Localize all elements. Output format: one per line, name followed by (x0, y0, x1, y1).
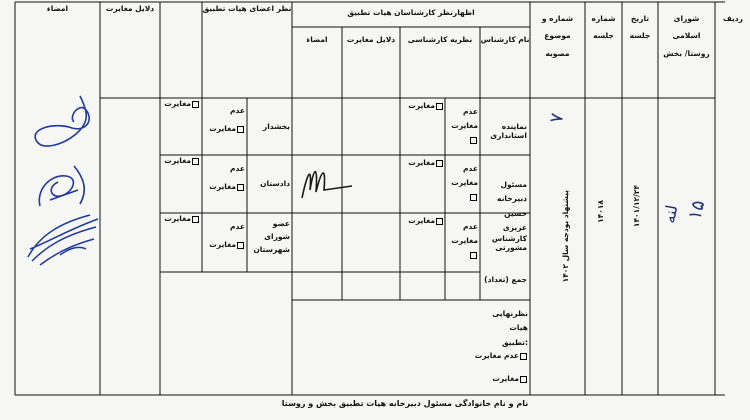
header-expert-opinion: نظریه کارشناسی (407, 35, 473, 44)
member-signature-3-icon (20, 205, 105, 270)
expert-1-option-ok[interactable]: عدم مغایرت (448, 105, 478, 148)
checkbox-icon[interactable] (436, 160, 443, 167)
header-expert-reasons: دلایل مغایرت (346, 35, 396, 44)
final-opinion-title: نظرنهایی هیات تطبیق: (492, 309, 528, 347)
header-experts-group: اظهارنظر کارشناسان هیات تطبیق (347, 8, 475, 17)
member-name-3: عضو شورای شهرستان (253, 219, 290, 254)
checkbox-icon[interactable] (192, 216, 199, 223)
resolution-subject: پیشنهاد بودجه سال ۱۴۰۲ (561, 190, 570, 283)
checkbox-icon[interactable] (470, 137, 477, 144)
member-signature-1-icon (28, 92, 103, 162)
checkbox-icon[interactable] (436, 218, 443, 225)
member-name-1: بخشدار (262, 122, 290, 131)
meeting-date: ۱۴۰۱/۱۲/۲۴ (632, 185, 641, 228)
member-3-option-ok[interactable]: عدم مغایرت (209, 222, 245, 249)
member-2-option-ok[interactable]: عدم مغایرت (209, 164, 245, 191)
header-council: شورای اسلامی روستا/ بخش (663, 14, 710, 58)
expert-3-option-ok[interactable]: عدم مغایرت (448, 220, 478, 263)
expert-1-option-conflict[interactable]: مغایرت (402, 102, 444, 111)
checkbox-icon[interactable] (192, 158, 199, 165)
checkbox-icon[interactable] (436, 103, 443, 110)
member-3-option-conflict[interactable]: مغایرت (163, 215, 200, 224)
checkbox-icon[interactable] (237, 242, 244, 249)
checkbox-icon[interactable] (470, 252, 477, 259)
checkbox-icon[interactable] (520, 376, 527, 383)
expert-2-option-ok[interactable]: عدم مغایرت (448, 162, 478, 205)
meeting-number: ۱۴۰۱۸ (596, 200, 605, 223)
expert-3-option-conflict[interactable]: مغایرت (402, 217, 444, 226)
member-1-option-conflict[interactable]: مغایرت (163, 100, 200, 109)
member-name-2: دادستان (260, 179, 290, 188)
footer-secretariat-label: نام و نام خانوادگی مسئول دبیرخانه هیات تطبیق بخش و روستا (281, 399, 529, 408)
checkbox-icon[interactable] (520, 353, 527, 360)
checkbox-icon[interactable] (237, 184, 244, 191)
header-resolution: شماره و موضوع مصوبه (541, 14, 574, 58)
header-meeting-date: تاریخ جلسه (629, 14, 651, 41)
resolution-number: ۷ (545, 111, 569, 125)
checkbox-icon[interactable] (237, 126, 244, 133)
header-members-group: نظر اعضای هیات تطبیق (202, 4, 292, 13)
total-count-label: جمع (تعداد) (484, 275, 527, 284)
council-name: لنه (659, 203, 682, 225)
row-number: ۱۵ (684, 198, 710, 223)
header-members-signature: امضاء (46, 4, 69, 13)
header-members-reasons: دلایل مغایرت (105, 4, 155, 13)
expert-2-option-conflict[interactable]: مغایرت (402, 159, 444, 168)
header-meeting-no: شماره جلسه (591, 14, 616, 41)
member-1-option-ok[interactable]: عدم مغایرت (209, 106, 245, 133)
expert-signature-icon (296, 160, 358, 208)
checkbox-icon[interactable] (192, 101, 199, 108)
header-expert-name: نام کارشناس (480, 35, 530, 44)
final-option-ok[interactable]: عدم مغایرت (470, 352, 528, 361)
expert-name-2: مسئول دبیرخانه حسین عزیزی (497, 180, 527, 232)
final-option-conflict[interactable]: مغایرت (480, 375, 528, 384)
expert-name-1: نماینده استانداری (490, 122, 527, 140)
expert-name-3: کارشناس مشورتی (491, 234, 527, 252)
member-2-option-conflict[interactable]: مغایرت (163, 157, 200, 166)
checkbox-icon[interactable] (470, 194, 477, 201)
header-row-no: ردیف (723, 14, 743, 23)
header-expert-signature: امضاء (306, 35, 328, 44)
